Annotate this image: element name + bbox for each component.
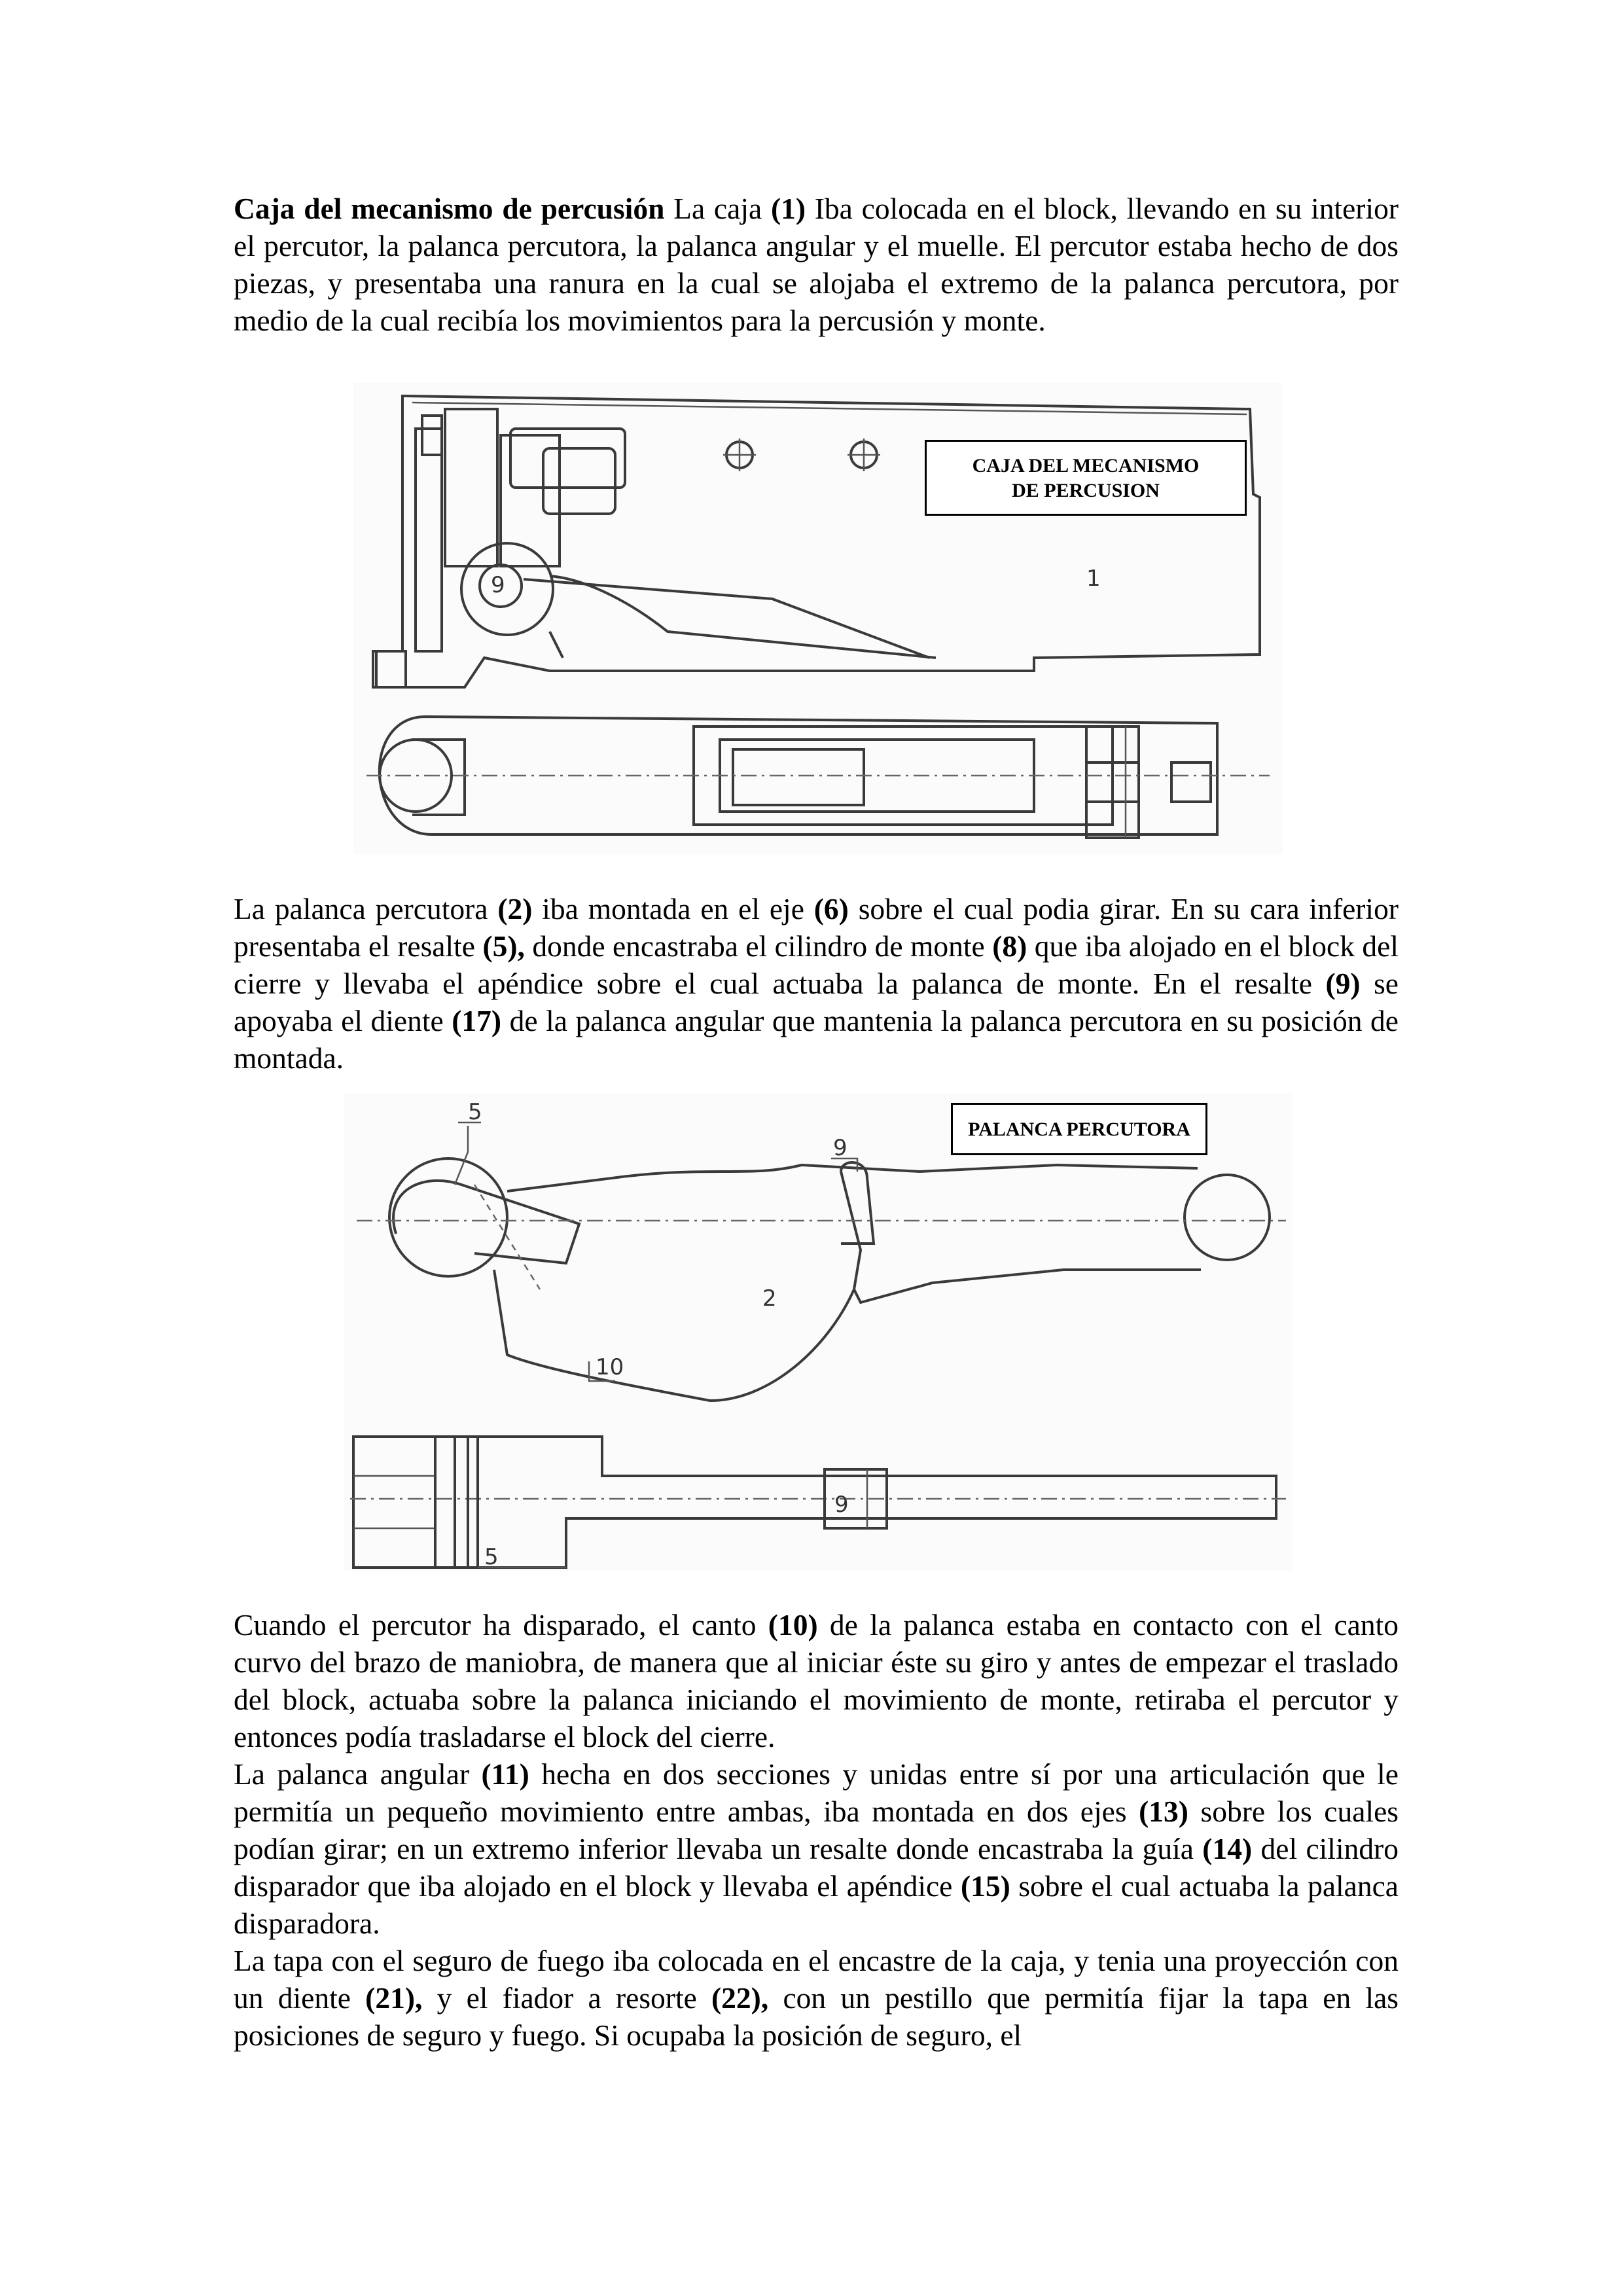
technical-drawing-palanca [344, 1093, 1293, 1571]
paragraph-palanca-angular: La palanca angular (11) hecha en dos secciones y unidas entre sí por una articulación que le permitía un pequeño movimiento entre ambas, iba montada en dos ejes (13) sobre los cuales podían girar; en un extremo inferior llevaba un resalte donde encastraba la guía (14) del cilindro disparador que iba alojado en el block y llevaba el apéndice (15) sobre el cual actuaba la palanca disparadora. [234, 1757, 1399, 1940]
callout-2: 2 [762, 1285, 777, 1312]
callout-10: 10 [596, 1354, 624, 1380]
paragraph-palanca-percutora: La palanca percutora (2) iba montada en el eje (6) sobre el cual podia girar. En su cara inferior presentaba el resalte (5), donde encastraba el cilindro de monte (8) que iba alojado en el block del cierre y llevaba el apéndice sobre el cual actuaba la palanca de monte. En el resalte (9) se apoyaba el diente (17) de la palanca angular que mantenia la palanca percutora en su posición de montada. [234, 892, 1399, 1075]
callout-1: 1 [1086, 565, 1101, 592]
section-title: Caja del mecanismo de percusión [234, 192, 665, 225]
figure-label-caja: CAJA DEL MECANISMO DE PERCUSION [925, 440, 1247, 516]
callout-9-bottom: 9 [834, 1492, 849, 1518]
figure-palanca-percutora [344, 1093, 1293, 1571]
figure-caja-mecanismo [353, 383, 1283, 854]
callout-5-bottom: 5 [484, 1544, 499, 1570]
callout-5-top: 5 [468, 1099, 482, 1125]
callout-9: 9 [491, 572, 505, 598]
figure-label-palanca: PALANCA PERCUTORA [951, 1103, 1207, 1155]
callout-9-top: 9 [833, 1135, 847, 1161]
paragraph-caja-mecanismo: Caja del mecanismo de percusión La caja (1) Iba colocada en el block, llevando en su interior el percutor, la palanca percutora, la palanca angular y el muelle. El percutor estaba hecho de dos piezas, y presentaba una ranura en la cual se alojaba el extremo de la palanca percutora, por medio de la cual recibía los movimientos para la percusión y monte. [234, 192, 1399, 337]
paragraph-percutor-disparado: Cuando el percutor ha disparado, el canto (10) de la palanca estaba en contacto con el canto curvo del brazo de maniobra, de manera que al iniciar éste su giro y antes de empezar el traslado del block, actuaba sobre la palanca iniciando el movimiento de monte, retiraba el percutor y entonces podía trasladarse el block del cierre. [234, 1608, 1399, 1753]
paragraph-tapa-seguro: La tapa con el seguro de fuego iba colocada en el encastre de la caja, y tenia una proyección con un diente (21), y el fiador a resorte (22), con un pestillo que permitía fijar la tapa en las posiciones de seguro y fuego. Si ocupaba la posición de seguro, el [234, 1944, 1399, 2052]
